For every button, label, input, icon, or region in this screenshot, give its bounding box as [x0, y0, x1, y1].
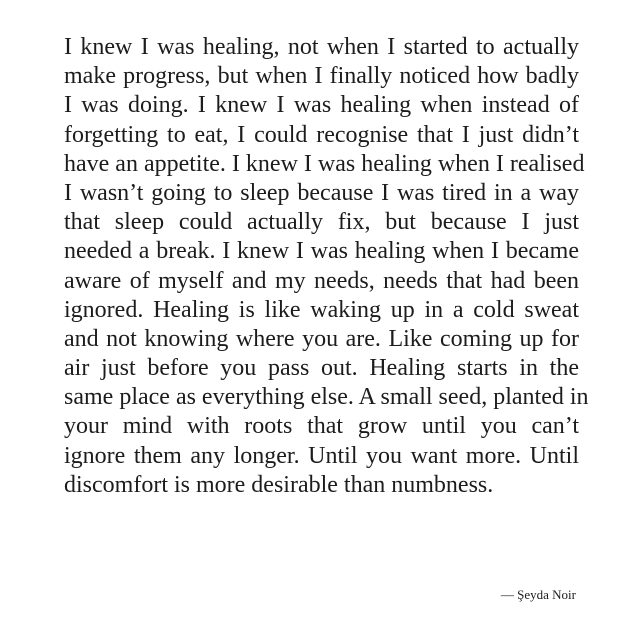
- author-attribution: — Şeyda Noir: [500, 587, 576, 602]
- quote-line: needed a break. I knew I was healing when I became: [64, 238, 579, 265]
- quote-line: ignore them any longer. Until you want more. Until: [64, 442, 579, 469]
- quote-line: forgetting to eat, I could recognise that I just didn’t: [64, 121, 579, 148]
- quote-line: ignored. Healing is like waking up in a cold sweat: [64, 296, 579, 323]
- quote-line: make progress, but when I finally noticed how badly: [64, 63, 579, 90]
- quote-line: I knew I was healing, not when I started to actually: [64, 34, 579, 60]
- quote-line: your mind with roots that grow until you can’t: [64, 413, 579, 440]
- quote-line: that sleep could actually fix, but because I just: [64, 209, 579, 236]
- quote-line: same place as everything else. A small seed, planted in: [64, 384, 589, 411]
- quote-line: aware of myself and my needs, needs that had been: [64, 267, 579, 294]
- quote-line: I wasn’t going to sleep because I was tired in a way: [64, 179, 579, 206]
- quote-text: [64, 33, 589, 500]
- quote-line: discomfort is more desirable than numbness.: [64, 471, 494, 498]
- quote-line: I was doing. I knew I was healing when instead of: [64, 92, 579, 119]
- quote-line: and not knowing where you are. Like coming up for: [64, 325, 579, 352]
- quote-line: air just before you pass out. Healing starts in the: [64, 355, 579, 382]
- quote-line: have an appetite. I knew I was healing when I realised: [64, 150, 585, 177]
